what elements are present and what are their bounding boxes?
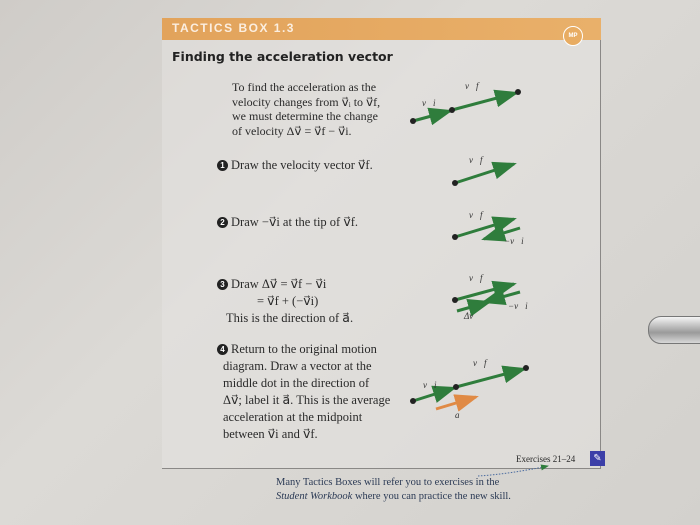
vf-arrow [455, 164, 514, 183]
diagram-step-3 [452, 273, 528, 321]
vi-label: v⃗i [423, 380, 437, 390]
step-text: Draw Δv⃗ = v⃗f − v⃗i [231, 277, 327, 291]
step-text: Draw −v⃗i at the tip of v⃗f. [231, 215, 359, 229]
dot [523, 365, 529, 371]
delta-v-label: Δv⃗ [464, 311, 481, 321]
step-text: middle dot in the direction of [223, 376, 370, 390]
step-text: Return to the original motion [231, 342, 377, 356]
vi-label: v⃗i [422, 98, 436, 108]
dot [452, 297, 458, 303]
vf-label: v⃗f [469, 210, 483, 220]
footnote-line: Many Tactics Boxes will refer you to exercises in the [276, 477, 500, 488]
vf-label: v⃗f [473, 358, 487, 368]
footnote-pointer-arrow [478, 466, 548, 476]
diagram-step-2 [452, 210, 524, 246]
dot [449, 107, 455, 113]
diagram-step-1 [452, 155, 514, 186]
vi-arrow [413, 111, 450, 121]
pencil-icon: ✎ [590, 451, 605, 466]
dot [410, 118, 416, 124]
acceleration-arrow [436, 397, 476, 409]
dot [410, 398, 416, 404]
tactics-box-label: TACTICS BOX 1.3 [172, 21, 295, 35]
vf-arrow [456, 369, 524, 387]
mp-badge-icon: MP [563, 26, 583, 46]
step-text: = v⃗f + (−v⃗i) [257, 294, 319, 308]
step-text: Δv⃗; label it a⃗. This is the average [223, 393, 391, 407]
vf-label: v⃗f [469, 273, 483, 283]
vf-arrow [455, 219, 514, 237]
footnote [276, 476, 511, 504]
step-number: 4 [217, 344, 228, 355]
intro-line: we must determine the change [232, 109, 378, 123]
vf-arrow [452, 93, 516, 110]
neg-vi-label: −v⃗i [508, 301, 528, 311]
step-text: diagram. Draw a vector at the [223, 359, 372, 373]
footnote-line: where you can practice the new skill. [352, 491, 511, 502]
step-text: acceleration at the midpoint [223, 410, 363, 424]
step-text: Draw the velocity vector v⃗f. [231, 158, 373, 172]
intro-line: of velocity Δv⃗ = v⃗f − v⃗i. [232, 123, 352, 138]
intro-line: velocity changes from v⃗ᵢ to v⃗f, [232, 94, 381, 109]
a-label: a⃗ [455, 410, 467, 420]
dot [452, 180, 458, 186]
motion-diagram-intro [410, 81, 521, 124]
diagram-step-4 [410, 358, 529, 420]
step-text: This is the direction of a⃗. [226, 311, 354, 325]
exercises-reference: Exercises 21–24 [516, 454, 576, 464]
step-text: between v⃗i and v⃗f. [223, 427, 318, 441]
dot [452, 234, 458, 240]
binder-ring [648, 316, 700, 344]
intro-line: To find the acceleration as the [232, 80, 377, 94]
delta-v-arrow [457, 302, 489, 311]
vf-label: v⃗f [465, 81, 479, 91]
dot [453, 384, 459, 390]
dot [515, 89, 521, 95]
vf-label: v⃗f [469, 155, 483, 165]
step-number: 1 [217, 160, 228, 171]
step-number: 3 [217, 279, 228, 290]
step-number: 2 [217, 217, 228, 228]
neg-vi-label: −v⃗i [504, 236, 524, 246]
workbook-title: Student Workbook [276, 491, 353, 502]
box-title: Finding the acceleration vector [172, 49, 393, 64]
